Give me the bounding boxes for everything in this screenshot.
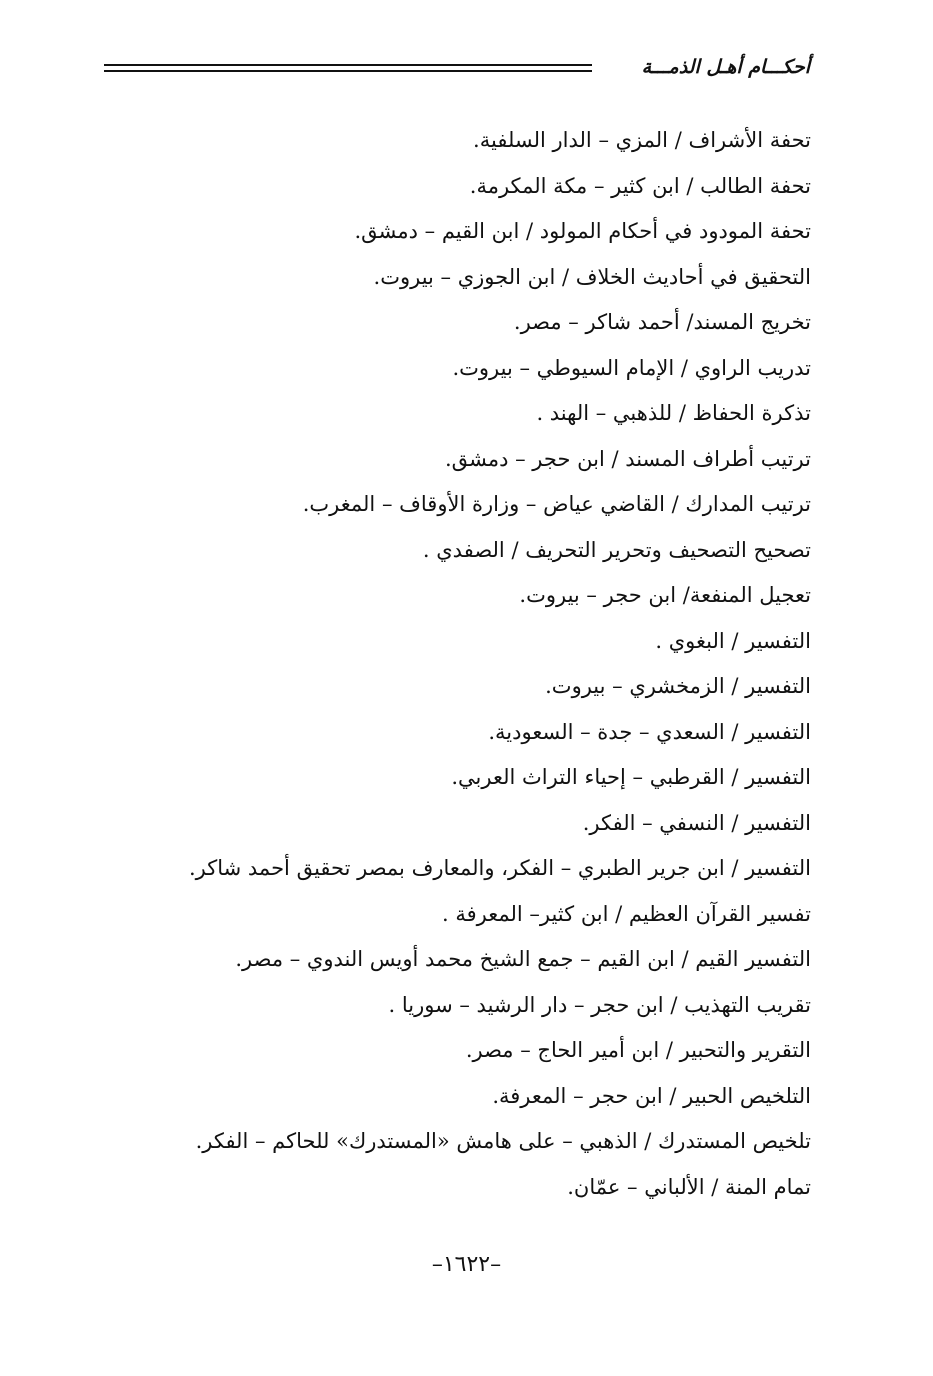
bibliography-entry: تمام المنة / الألباني – عمّان. [567, 1174, 811, 1199]
running-title: أحكـــام أهـل الذمـــة [641, 56, 810, 78]
bibliography-entry: التفسير / القرطبي – إحياء التراث العربي. [451, 765, 811, 789]
bibliography-entry: تفسير القرآن العظيم / ابن كثير– المعرفة . [441, 901, 811, 926]
bibliography-entry: ترتيب المدارك / القاضي عياض – وزارة الأوقاف – المغرب. [302, 492, 811, 516]
bibliography-list [111, 118, 811, 1210]
bibliography-entry: التفسير / الزمخشري – بيروت. [545, 674, 811, 698]
bibliography-entry: تحفة الأشراف / المزي – الدار السلفية. [473, 128, 811, 152]
bibliography-entry: تعجيل المنفعة/ ابن حجر – بيروت. [519, 583, 811, 607]
bibliography-entry: تلخيص المستدرك / الذهبي – على هامش «المستدرك» للحاكم – الفكر. [195, 1129, 811, 1153]
bibliography-entry: التفسير / السعدي – جدة – السعودية. [488, 719, 811, 744]
page-header [104, 52, 810, 88]
bibliography-entry: التلخيص الحبير / ابن حجر – المعرفة. [492, 1083, 811, 1108]
bibliography-entry: تحفة المودود في أحكام المولود / ابن القيم – دمشق. [354, 219, 811, 243]
bibliography-entry: التفسير القيم / ابن القيم – جمع الشيخ محمد أويس الندوي – مصر. [235, 947, 811, 971]
bibliography-entry: التفسير / النسفي – الفكر. [582, 810, 811, 835]
bibliography-entry: تقريب التهذيب / ابن حجر – دار الرشيد – سوريا . [388, 992, 811, 1017]
bibliography-entry: التفسير / البغوي . [655, 628, 811, 653]
bibliography-entry: ترتيب أطراف المسند / ابن حجر – دمشق. [444, 446, 811, 471]
bibliography-entry: التقرير والتحبير / ابن أمير الحاج – مصر. [465, 1038, 811, 1062]
bibliography-entry: تذكرة الحفاظ / للذهبي – الهند . [536, 401, 811, 425]
bibliography-entry: تحفة الطالب / ابن كثير – مكة المكرمة. [469, 173, 811, 198]
bibliography-entry: تصحيح التصحيف وتحرير التحريف / الصفدي . [422, 537, 811, 562]
bibliography-entry: تدريب الراوي / الإمام السيوطي – بيروت. [452, 355, 811, 380]
header-double-rule [104, 64, 592, 72]
page-number: –١٦٢٢– [431, 1252, 502, 1277]
bibliography-entry: تخريج المسند/ أحمد شاكر – مصر. [513, 310, 811, 334]
bibliography-entry: التفسير / ابن جرير الطبري – الفكر، والمعارف بمصر تحقيق أحمد شاكر. [188, 856, 811, 880]
bibliography-entry: التحقيق في أحاديث الخلاف / ابن الجوزي – بيروت. [373, 264, 811, 289]
